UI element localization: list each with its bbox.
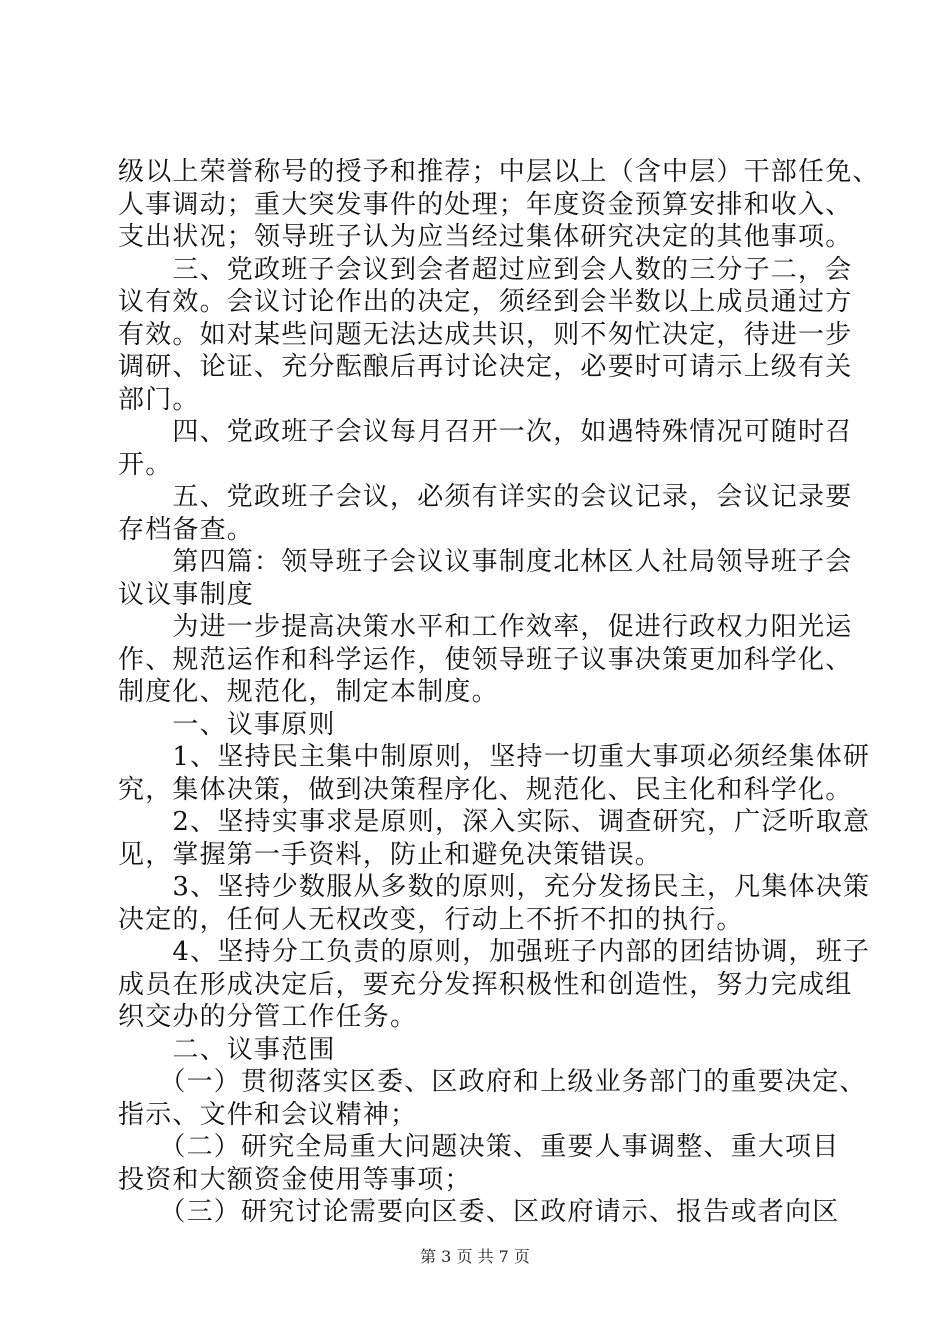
text-line: 4、坚持分工负责的原则，加强班子内部的团结协调，班子 <box>118 937 871 967</box>
subsection-heading-line: 一、议事原则 <box>118 709 336 740</box>
text-line: 2、坚持实事求是原则，深入实际、调查研究，广泛听取意 <box>118 807 871 837</box>
text-line: 有效。如对某些问题无法达成共识，则不匆忙决定，待进一步 <box>118 319 853 350</box>
subsection-heading-line: 二、议事范围 <box>118 1034 336 1065</box>
text-line: 五、党政班子会议，必须有详实的会议记录，会议记录要 <box>118 482 853 512</box>
text-line: 作、规范运作和科学运作，使领导班子议事决策更加科学化、 <box>118 644 853 675</box>
text-line: 部门。 <box>118 384 200 415</box>
text-line: 成员在形成决定后，要充分发挥积极性和创造性，努力完成组 <box>118 969 853 1000</box>
text-line: 四、党政班子会议每月召开一次，如遇特殊情况可随时召 <box>118 417 853 447</box>
text-line: 人事调动；重大突发事件的处理；年度资金预算安排和收入、 <box>118 189 853 220</box>
section-heading-line: 议议事制度 <box>118 579 255 610</box>
page-number-footer: 第 3 页 共 7 页 <box>420 1247 530 1266</box>
document-body <box>118 156 880 1229</box>
text-line: 1、坚持民主集中制原则，坚持一切重大事项必须经集体研 <box>118 742 871 772</box>
text-line: （二）研究全局重大问题决策、重要人事调整、重大项目 <box>118 1132 840 1162</box>
text-line: 3、坚持少数服从多数的原则，充分发扬民主，凡集体决策 <box>118 872 871 902</box>
text-line: 投资和大额资金使用等事项； <box>118 1164 472 1195</box>
text-line: 见，掌握第一手资料，防止和避免决策错误。 <box>118 839 663 870</box>
text-line: 指示、文件和会议精神； <box>118 1099 418 1130</box>
text-line: 议有效。会议讨论作出的决定，须经到会半数以上成员通过方 <box>118 287 853 317</box>
text-line: 织交办的分管工作任务。 <box>118 1002 418 1032</box>
text-line: （三）研究讨论需要向区委、区政府请示、报告或者向区 <box>118 1197 840 1227</box>
section-heading-line: 第四篇：领导班子会议议事制度北林区人社局领导班子会 <box>118 547 853 577</box>
text-line: 为进一步提高决策水平和工作效率，促进行政权力阳光运 <box>118 612 853 642</box>
text-line: 究，集体决策，做到决策程序化、规范化、民主化和科学化。 <box>118 774 853 805</box>
text-line: 开。 <box>118 449 173 480</box>
text-line: 三、党政班子会议到会者超过应到会人数的三分子二，会 <box>118 254 853 285</box>
text-line: 调研、论证、充分酝酿后再讨论决定，必要时可请示上级有关 <box>118 352 853 382</box>
text-line: 存档备查。 <box>118 514 255 545</box>
text-line: 决定的，任何人无权改变，行动上不折不扣的执行。 <box>118 904 744 935</box>
text-line: 支出状况；领导班子认为应当经过集体研究决定的其他事项。 <box>118 222 853 252</box>
text-line: 级以上荣誉称号的授予和推荐；中层以上（含中层）干部任免、 <box>118 157 880 187</box>
text-line: 制度化、规范化，制定本制度。 <box>118 677 499 707</box>
text-line: （一）贯彻落实区委、区政府和上级业务部门的重要决定、 <box>118 1067 867 1097</box>
